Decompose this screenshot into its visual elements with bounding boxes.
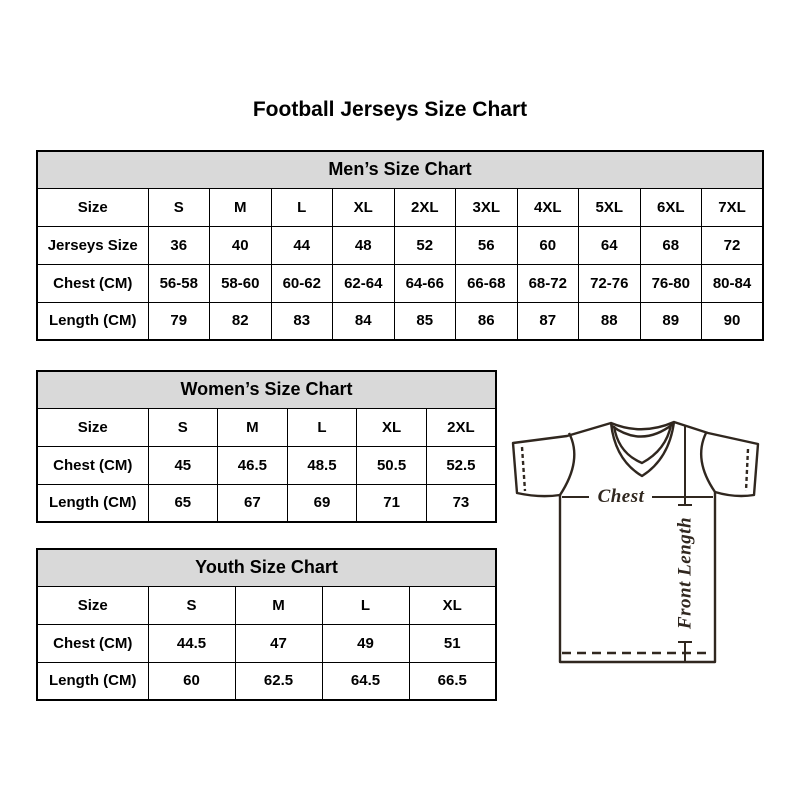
table-cell: S (148, 408, 218, 446)
table-cell: 82 (210, 302, 272, 340)
table-cell: 64-66 (394, 264, 456, 302)
table-row (37, 662, 496, 700)
row-header-cell: Chest (CM) (37, 264, 148, 302)
table-cell: 65 (148, 484, 218, 522)
table-cell: 45 (148, 446, 218, 484)
table-cell: 52 (394, 226, 456, 264)
table-cell: 52.5 (426, 446, 496, 484)
table-cell: 2XL (426, 408, 496, 446)
table-title-row (37, 549, 496, 586)
table-cell: 50.5 (357, 446, 427, 484)
table-cell: 7XL (702, 188, 764, 226)
table-cell: XL (357, 408, 427, 446)
table-cell: L (322, 586, 409, 624)
jersey-outline-shape (513, 422, 758, 662)
table-cell: 72-76 (579, 264, 641, 302)
table-cell: 88 (579, 302, 641, 340)
table-cell: XL (409, 586, 496, 624)
table-cell: 49 (322, 624, 409, 662)
table-row (37, 408, 496, 446)
table-cell: 51 (409, 624, 496, 662)
table-cell: 48 (333, 226, 395, 264)
table-cell: 76-80 (640, 264, 702, 302)
table-cell: 73 (426, 484, 496, 522)
table-cell: 46.5 (218, 446, 288, 484)
table-cell: 44 (271, 226, 333, 264)
row-header-cell: Size (37, 408, 148, 446)
table-row (37, 484, 496, 522)
table-cell: 40 (210, 226, 272, 264)
table-title: Youth Size Chart (37, 549, 496, 586)
table-cell: 68 (640, 226, 702, 264)
table-cell: 36 (148, 226, 210, 264)
table-cell: 79 (148, 302, 210, 340)
table-row (37, 188, 763, 226)
table-cell: 68-72 (517, 264, 579, 302)
table-cell: 44.5 (148, 624, 235, 662)
table-cell: M (235, 586, 322, 624)
table-row (37, 446, 496, 484)
mens-size-table (36, 150, 764, 341)
table-cell: 62.5 (235, 662, 322, 700)
table-cell: 64 (579, 226, 641, 264)
table-cell: 47 (235, 624, 322, 662)
table-row (37, 302, 763, 340)
table-row (37, 264, 763, 302)
table-cell: 83 (271, 302, 333, 340)
row-header-cell: Length (CM) (37, 662, 148, 700)
table-cell: 85 (394, 302, 456, 340)
table-cell: 67 (218, 484, 288, 522)
table-cell: 48.5 (287, 446, 357, 484)
table-cell: 62-64 (333, 264, 395, 302)
table-cell: 6XL (640, 188, 702, 226)
table-cell: 60-62 (271, 264, 333, 302)
row-header-cell: Chest (CM) (37, 446, 148, 484)
table-cell: 60 (148, 662, 235, 700)
table-cell: S (148, 586, 235, 624)
table-cell: 84 (333, 302, 395, 340)
table-cell: 2XL (394, 188, 456, 226)
table-title-row (37, 371, 496, 408)
table-cell: 90 (702, 302, 764, 340)
page-title: Football Jerseys Size Chart (252, 98, 528, 121)
table-title-row (37, 151, 763, 188)
table-cell: M (210, 188, 272, 226)
table-cell: 60 (517, 226, 579, 264)
table-row (37, 226, 763, 264)
row-header-cell: Size (37, 586, 148, 624)
youth-size-table (36, 548, 497, 701)
row-header-cell: Length (CM) (37, 302, 148, 340)
table-cell: 5XL (579, 188, 641, 226)
table-cell: 4XL (517, 188, 579, 226)
row-header-cell: Jerseys Size (37, 226, 148, 264)
table-cell: 66-68 (456, 264, 518, 302)
table-cell: 56-58 (148, 264, 210, 302)
table-cell: M (218, 408, 288, 446)
table-title: Men’s Size Chart (37, 151, 763, 188)
table-cell: L (287, 408, 357, 446)
table-cell: 3XL (456, 188, 518, 226)
table-cell: 80-84 (702, 264, 764, 302)
table-cell: XL (333, 188, 395, 226)
chest-label: Chest (597, 486, 645, 507)
row-header-cell: Size (37, 188, 148, 226)
table-cell: 89 (640, 302, 702, 340)
table-row (37, 586, 496, 624)
front-length-label: Front Length (674, 516, 696, 630)
table-cell: S (148, 188, 210, 226)
womens-size-table (36, 370, 497, 523)
table-cell: 86 (456, 302, 518, 340)
table-cell: 66.5 (409, 662, 496, 700)
table-row (37, 624, 496, 662)
table-cell: L (271, 188, 333, 226)
table-cell: 87 (517, 302, 579, 340)
table-cell: 69 (287, 484, 357, 522)
row-header-cell: Chest (CM) (37, 624, 148, 662)
table-cell: 72 (702, 226, 764, 264)
table-cell: 56 (456, 226, 518, 264)
table-title: Women’s Size Chart (37, 371, 496, 408)
row-header-cell: Length (CM) (37, 484, 148, 522)
jersey-diagram (505, 412, 765, 664)
table-cell: 58-60 (210, 264, 272, 302)
table-cell: 64.5 (322, 662, 409, 700)
table-cell: 71 (357, 484, 427, 522)
